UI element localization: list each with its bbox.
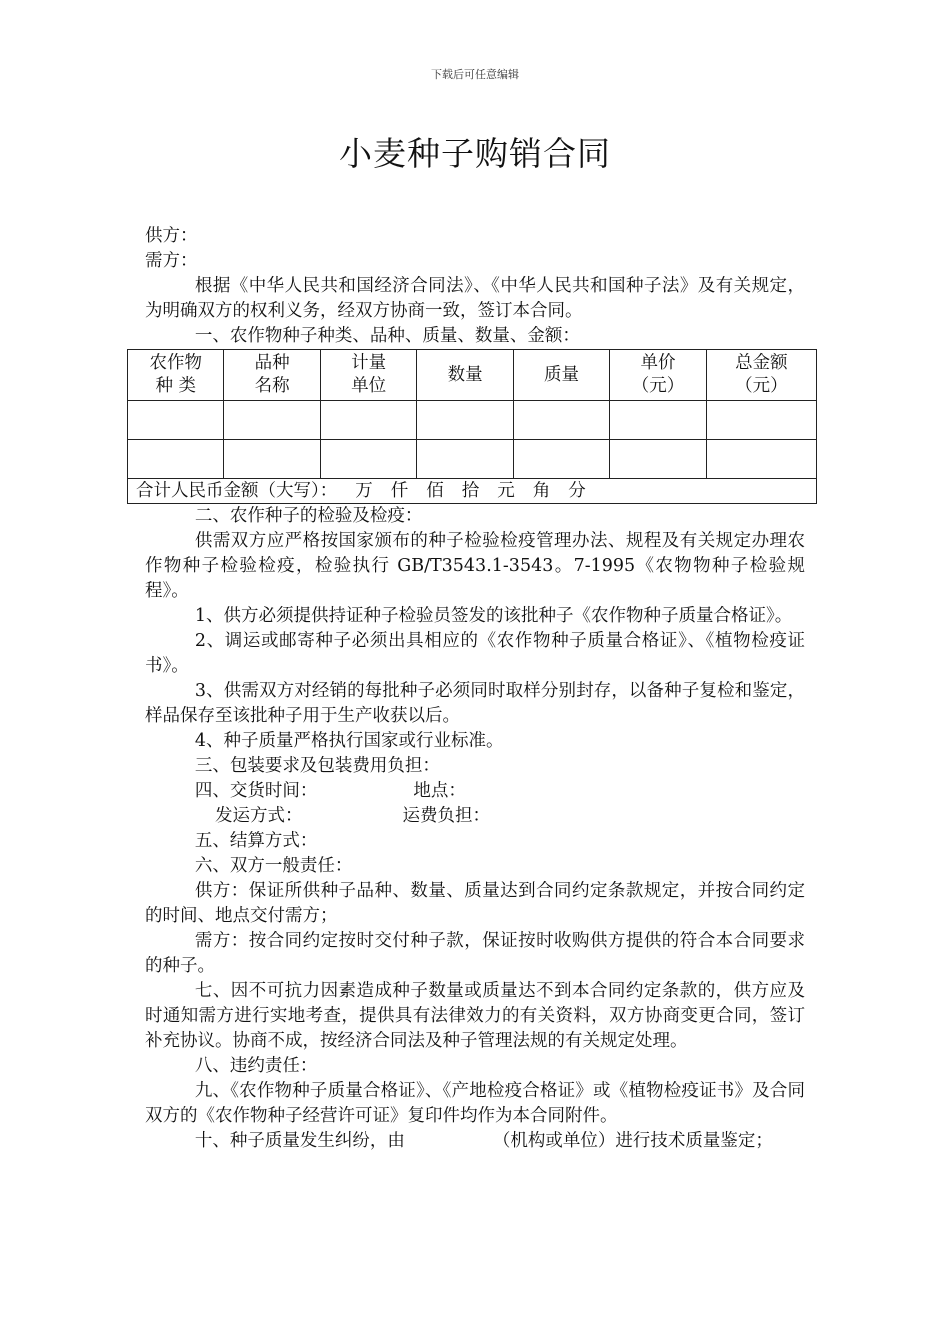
table-row — [128, 401, 817, 440]
table-header-row — [128, 350, 817, 401]
col-unit-price: 单价 （元） — [610, 350, 706, 401]
section-4-line: 四、交货时间： 地点： — [194, 781, 466, 801]
col-quality: 质量 — [513, 350, 609, 401]
buyer-label: 需方： — [145, 251, 198, 271]
section-10: 十、种子质量发生纠纷，由 （机构或单位）进行技术质量鉴定； — [194, 1131, 773, 1151]
supplier-label: 供方： — [145, 226, 198, 246]
col-crop-type: 农作物 种 类 — [128, 350, 224, 401]
col-total-amount: 总金额 （元） — [706, 350, 816, 401]
section-2-item-1: 1、供方必须提供持证种子检验员签发的该批种子《农作物种子质量合格证》。 — [194, 606, 793, 626]
section-8-heading: 八、违约责任： — [194, 1056, 318, 1076]
col-unit: 计量 单位 — [320, 350, 416, 401]
table-row — [128, 440, 817, 479]
table-total-row — [128, 479, 817, 504]
section-2-item-3: 3、供需双方对经销的每批种子必须同时取样分别封存，以备种子复检和鉴定，样品保存至该批种子用于生产收获以后。 — [145, 681, 805, 726]
col-variety-name: 品种 名称 — [224, 350, 320, 401]
section-2-item-4: 4、种子质量严格执行国家或行业标准。 — [194, 731, 504, 751]
total-amount-cell: 合计人民币金额（大写）： 万 仟 佰 拾 元 角 分 — [128, 479, 817, 504]
page-header: 下载后可任意编辑 — [431, 68, 519, 81]
section-3-heading: 三、包装要求及包装费用负担： — [194, 756, 440, 776]
section-6-heading: 六、双方一般责任： — [194, 856, 353, 876]
section-1-heading: 一、农作物种子种类、品种、质量、数量、金额： — [194, 326, 580, 346]
section-5-heading: 五、结算方式： — [194, 831, 318, 851]
section-2-heading: 二、农作种子的检验及检疫： — [194, 506, 423, 526]
col-quantity: 数量 — [417, 350, 513, 401]
section-7: 七、因不可抗力因素造成种子数量或质量达不到本合同约定条款的，供方应及时通知需方进行实地考查，提供具有法律效力的有关资料，双方协商变更合同，签订补充协议。协商不成，按经济合同法及种子管理法规的有关规定处理。 — [145, 981, 805, 1051]
seed-table — [127, 349, 817, 504]
section-6-buyer: 需方：按合同约定按时交付种子款，保证按时收购供方提供的符合本合同要求的种子。 — [145, 931, 805, 976]
section-9: 九、《农作物种子质量合格证》、《产地检疫合格证》或《植物检疫证书》及合同双方的《农作物种子经营许可证》复印件均作为本合同附件。 — [145, 1081, 805, 1126]
total-label: 合计人民币金额（大写）： — [136, 480, 338, 501]
section-6-supplier: 供方：保证所供种子品种、数量、质量达到合同约定条款规定，并按合同约定的时间、地点交付需方； — [145, 881, 805, 926]
intro-paragraph: 根据《中华人民共和国经济合同法》、《中华人民共和国种子法》及有关规定，为明确双方的权利义务，经双方协商一致，签订本合同。 — [145, 276, 805, 321]
shipping-line: 发运方式： 运费负担： — [215, 806, 490, 826]
contract-body — [136, 224, 805, 1154]
document-title: 小麦种子购销合同 — [339, 134, 611, 173]
section-2-item-2: 2、调运或邮寄种子必须出具相应的《农作物种子质量合格证》、《植物检疫证书》。 — [145, 631, 805, 676]
section-2-paragraph: 供需双方应严格按国家颁布的种子检验检疫管理办法、规程及有关规定办理农作物种子检验检疫，检验执行 GB/T3543.1-3543。7-1995《农物物种子检验规程》。 — [145, 531, 805, 601]
